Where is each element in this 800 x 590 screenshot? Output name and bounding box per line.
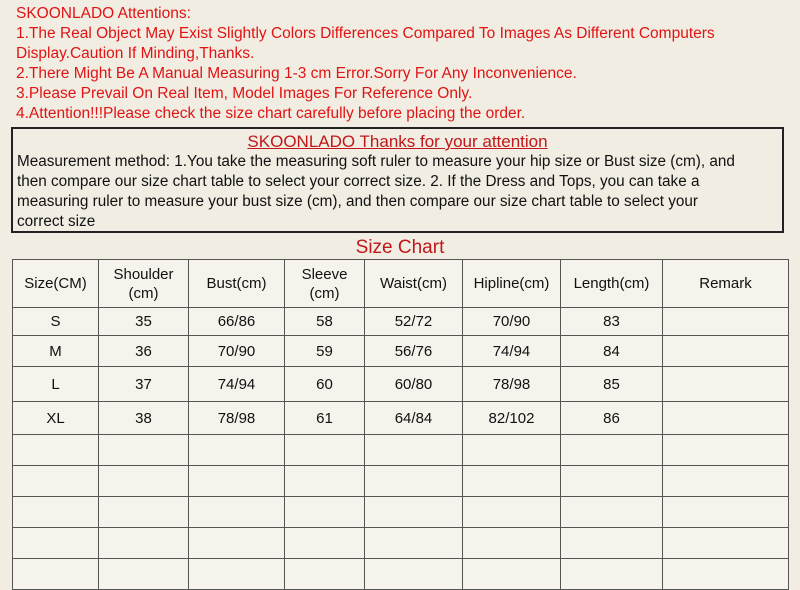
measurement-notice-box [11, 127, 784, 233]
empty-cell [463, 497, 561, 528]
empty-cell [13, 528, 99, 559]
empty-cell [365, 528, 463, 559]
empty-cell [561, 559, 663, 590]
cell-hipline: 74/94 [463, 336, 561, 367]
notice-line: Measurement method: 1.You take the measuring soft ruler to measure your hip size or Bust size (cm), and [17, 153, 735, 170]
cell-length: 84 [561, 336, 663, 367]
empty-cell [99, 466, 189, 497]
empty-cell [463, 559, 561, 590]
empty-cell [99, 559, 189, 590]
header-shoulder [99, 260, 189, 308]
attention-line-1: 1.The Real Object May Exist Slightly Colors Differences Compared To Images As Different Computers [16, 25, 715, 42]
cell-waist: 56/76 [365, 336, 463, 367]
attention-line-1-cont: Display.Caution If Minding,Thanks. [16, 45, 255, 62]
cell-size: L [13, 367, 99, 402]
empty-cell [463, 466, 561, 497]
empty-cell [285, 559, 365, 590]
header-unit: (cm) [309, 284, 340, 302]
empty-cell [663, 497, 789, 528]
header-label: Sleeve [301, 265, 348, 283]
header-waist [365, 260, 463, 308]
blank-table-row [13, 497, 789, 528]
cell-waist: 60/80 [365, 367, 463, 402]
empty-cell [663, 528, 789, 559]
cell-waist: 64/84 [365, 402, 463, 435]
cell-shoulder: 36 [99, 336, 189, 367]
cell-remark [663, 402, 789, 435]
cell-shoulder: 37 [99, 367, 189, 402]
cell-sleeve: 58 [285, 308, 365, 336]
header-bust [189, 260, 285, 308]
attention-heading: SKOONLADO Attentions: [16, 5, 191, 22]
header-label: Shoulder [113, 265, 174, 283]
header-sleeve [285, 260, 365, 308]
header-label: Length(cm) [573, 275, 650, 292]
cell-hipline: 82/102 [463, 402, 561, 435]
empty-cell [285, 497, 365, 528]
cell-length: 85 [561, 367, 663, 402]
table-header-row [13, 260, 789, 308]
empty-cell [285, 435, 365, 466]
cell-sleeve: 61 [285, 402, 365, 435]
header-remark [663, 260, 789, 308]
empty-cell [561, 528, 663, 559]
empty-cell [13, 559, 99, 590]
empty-cell [561, 435, 663, 466]
cell-bust: 78/98 [189, 402, 285, 435]
notice-line: then compare our size chart table to select your correct size. 2. If the Dress and Tops, you can take a [17, 173, 700, 190]
cell-size: S [13, 308, 99, 336]
cell-waist: 52/72 [365, 308, 463, 336]
cell-remark [663, 367, 789, 402]
empty-cell [285, 466, 365, 497]
empty-cell [365, 497, 463, 528]
empty-cell [189, 559, 285, 590]
empty-cell [365, 435, 463, 466]
header-size [13, 260, 99, 308]
notice-line: measuring ruler to measure your bust size (cm), and then compare our size chart table to select your [17, 193, 699, 210]
cell-bust: 66/86 [189, 308, 285, 336]
blank-table-row [13, 559, 789, 590]
header-hipline [463, 260, 561, 308]
notice-title: SKOONLADO Thanks for your attention [247, 132, 548, 151]
empty-cell [99, 528, 189, 559]
blank-rows-group [13, 435, 789, 590]
blank-table-row [13, 528, 789, 559]
empty-cell [99, 497, 189, 528]
empty-cell [13, 497, 99, 528]
empty-cell [463, 528, 561, 559]
empty-cell [285, 528, 365, 559]
table-row [13, 336, 789, 367]
cell-bust: 70/90 [189, 336, 285, 367]
cell-sleeve: 59 [285, 336, 365, 367]
empty-cell [13, 435, 99, 466]
cell-hipline: 70/90 [463, 308, 561, 336]
empty-cell [463, 435, 561, 466]
empty-cell [365, 559, 463, 590]
size-chart-title: Size Chart [355, 237, 445, 258]
empty-cell [189, 435, 285, 466]
cell-shoulder: 38 [99, 402, 189, 435]
header-label: Waist(cm) [380, 275, 447, 292]
table-row [13, 402, 789, 435]
empty-cell [189, 497, 285, 528]
header-label: Hipline(cm) [473, 275, 550, 292]
empty-cell [189, 528, 285, 559]
attention-line-2: 2.There Might Be A Manual Measuring 1-3 cm Error.Sorry For Any Inconvenience. [16, 65, 577, 82]
cell-size: XL [13, 402, 99, 435]
attention-line-4: 4.Attention!!!Please check the size chart carefully before placing the order. [16, 105, 526, 122]
table-row [13, 367, 789, 402]
empty-cell [663, 559, 789, 590]
header-label: Remark [699, 275, 752, 292]
cell-hipline: 78/98 [463, 367, 561, 402]
blank-table-row [13, 435, 789, 466]
empty-cell [663, 466, 789, 497]
cell-remark [663, 308, 789, 336]
cell-shoulder: 35 [99, 308, 189, 336]
cell-bust: 74/94 [189, 367, 285, 402]
empty-cell [99, 435, 189, 466]
attentions-block [16, 4, 786, 124]
cell-sleeve: 60 [285, 367, 365, 402]
header-label: Size(CM) [24, 275, 87, 292]
empty-cell [561, 497, 663, 528]
cell-length: 83 [561, 308, 663, 336]
table-row [13, 308, 789, 336]
notice-body [17, 152, 778, 232]
blank-table-row [13, 466, 789, 497]
header-unit: (cm) [128, 284, 159, 302]
cell-remark [663, 336, 789, 367]
empty-cell [13, 466, 99, 497]
empty-cell [561, 466, 663, 497]
empty-cell [663, 435, 789, 466]
empty-cell [189, 466, 285, 497]
size-chart-table [12, 259, 789, 590]
attention-line-3: 3.Please Prevail On Real Item, Model Images For Reference Only. [16, 85, 473, 102]
cell-size: M [13, 336, 99, 367]
cell-length: 86 [561, 402, 663, 435]
header-length [561, 260, 663, 308]
empty-cell [365, 466, 463, 497]
header-label: Bust(cm) [206, 275, 267, 292]
notice-line: correct size [17, 213, 96, 230]
